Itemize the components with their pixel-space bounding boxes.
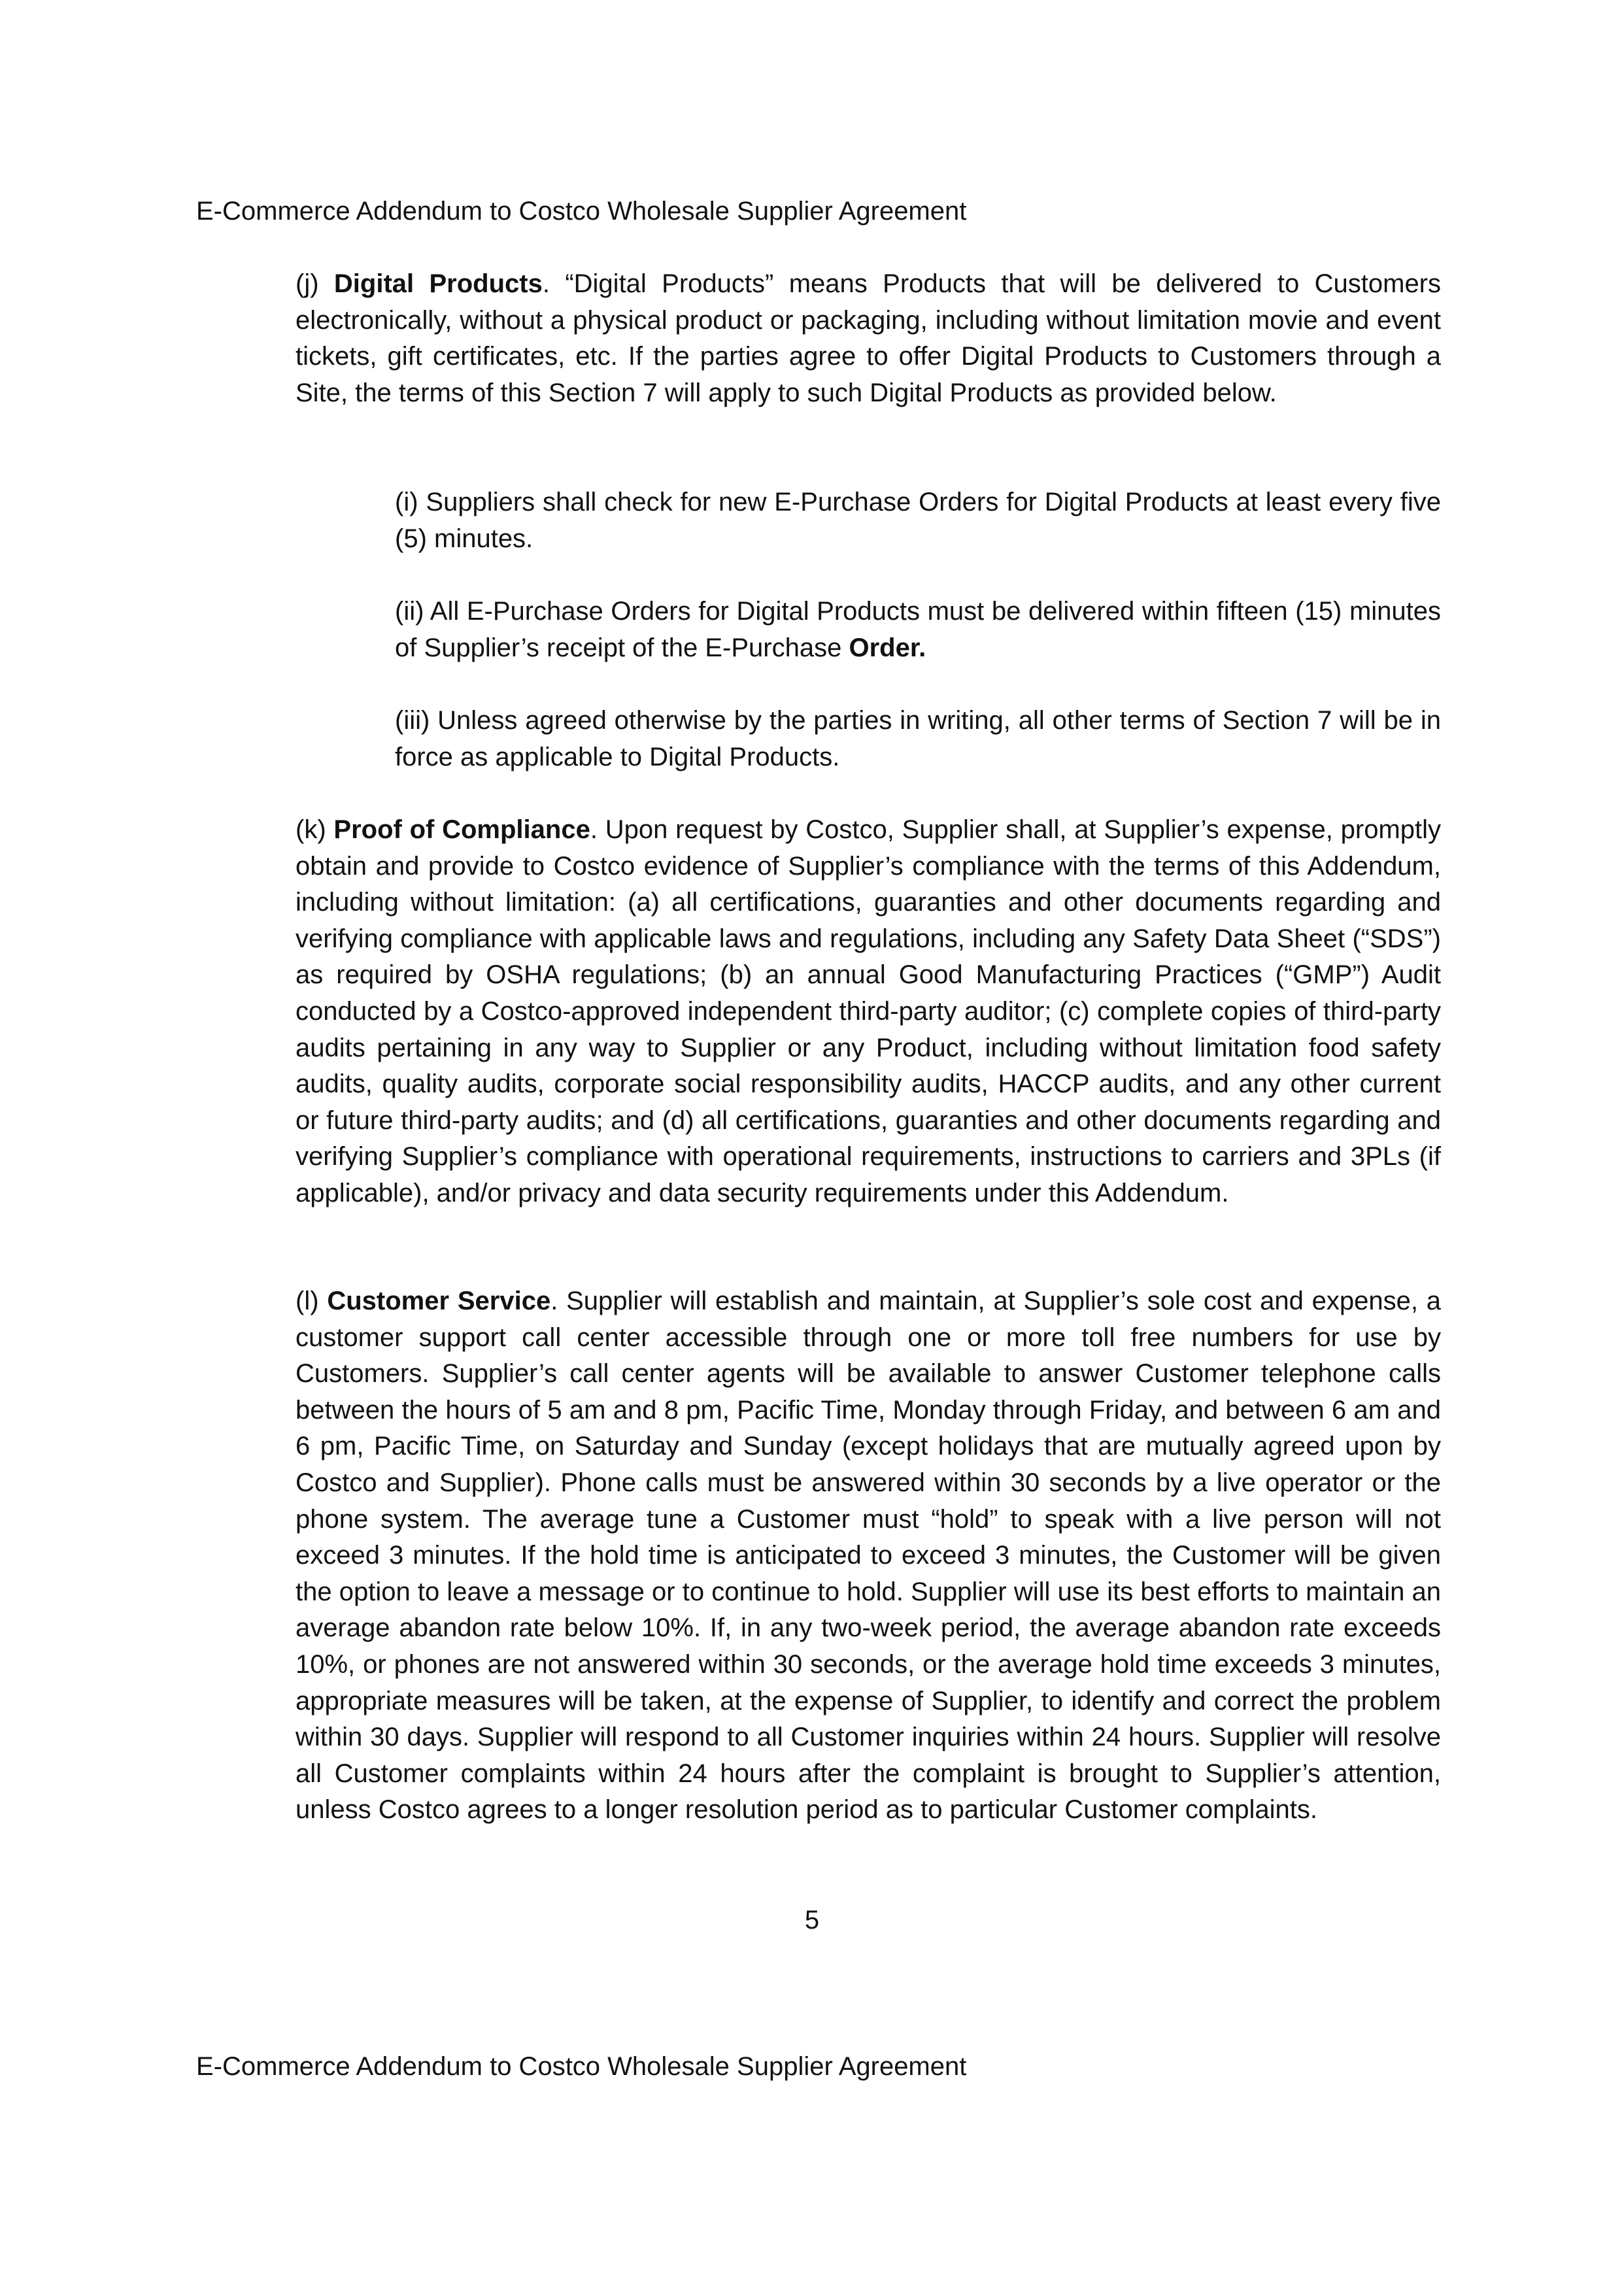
next-page-header: E-Commerce Addendum to Costco Wholesale Supplier Agreement (196, 2052, 967, 2081)
section-j-heading: Digital Products (333, 269, 543, 298)
section-j-item-i-text: (i) Suppliers shall check for new E-Purchase Orders for Digital Products at least every five (5) minutes. (395, 488, 1441, 553)
section-j-item-ii-text: (ii) All E-Purchase Orders for Digital Products must be delivered within fifteen (15) minutes of Supplier’s receipt of the E-Purchase (395, 597, 1441, 662)
page-number: 5 (804, 1906, 820, 1934)
section-k-marker: (k) (296, 815, 334, 844)
section-j-marker: (j) (296, 269, 334, 298)
page-header: E-Commerce Addendum to Costco Wholesale Supplier Agreement (196, 197, 967, 226)
section-l-heading: Customer Service (327, 1287, 551, 1315)
section-j-item-iii (395, 703, 1441, 775)
section-l-text: . Supplier will establish and maintain, at Supplier’s sole cost and expense, a customer support call center accessible through one or more toll free numbers for use by Customers. Supplier’s call center agents will be available to answer Customer telephone calls between the hours of 5 am and 8 pm, Pacific Time, Monday through Friday, and between 6 am and 6 pm, Pacific Time, on Saturday and Sunday (except holidays that are mutually agreed upon by Costco and Supplier). Phone calls must be answered within 30 seconds by a live operator or the phone system. The average tune a Customer must “hold” to speak with a live person will not exceed 3 minutes. If the hold time is anticipated to exceed 3 minutes, the Customer will be given the option to leave a message or to continue to hold. Supplier will use its best efforts to maintain an average abandon rate below 10%. If, in any two-week period, the average abandon rate exceeds 10%, or phones are not answered within 30 seconds, or the average hold time exceeds 3 minutes, appropriate measures will be taken, at the expense of Supplier, to identify and correct the problem within 30 days. Supplier will respond to all Customer inquiries within 24 hours. Supplier will resolve all Customer complaints within 24 hours after the complaint is brought to Supplier’s attention, unless Costco agrees to a longer resolution period as to particular Customer complaints. (296, 1287, 1442, 1825)
section-j-item-i (395, 484, 1441, 557)
section-k-paragraph (296, 812, 1441, 1212)
section-k-heading: Proof of Compliance (333, 815, 590, 844)
section-j-item-iii-text: (iii) Unless agreed otherwise by the parties in writing, all other terms of Section 7 will be in force as applicable to Digital Products. (395, 706, 1441, 771)
section-j-item-ii-bold-tail: Order. (849, 633, 926, 662)
section-l-paragraph (296, 1283, 1441, 1829)
section-j-text: . “Digital Products” means Products that will be delivered to Customers electronically, without a physical product or packaging, including without limitation movie and event tickets, gift certificates, etc. If the parties agree to offer Digital Products to Customers through a Site, the terms of this Section 7 will apply to such Digital Products as provided below. (296, 269, 1442, 407)
section-k-text: . Upon request by Costco, Supplier shall, at Supplier’s expense, promptly obtain and provide to Costco evidence of Supplier’s compliance with the terms of this Addendum, including without limitation: (a) all certifications, guaranties and other documents regarding and verifying compliance with applicable laws and regulations, including any Safety Data Sheet (“SDS”) as required by OSHA regulations; (b) an annual Good Manufacturing Practices (“GMP”) Audit conducted by a Costco-approved independent third-party auditor; (c) complete copies of third-party audits pertaining in any way to Supplier or any Product, including without limitation food safety audits, quality audits, corporate social responsibility audits, HACCP audits, and any other current or future third-party audits; and (d) all certifications, guaranties and other documents regarding and verifying Supplier’s compliance with operational requirements, instructions to carriers and 3PLs (if applicable), and/or privacy and data security requirements under this Addendum. (296, 815, 1441, 1207)
section-l-marker: (l) (296, 1287, 328, 1315)
section-j-paragraph (296, 266, 1441, 411)
section-j-item-ii (395, 594, 1441, 666)
